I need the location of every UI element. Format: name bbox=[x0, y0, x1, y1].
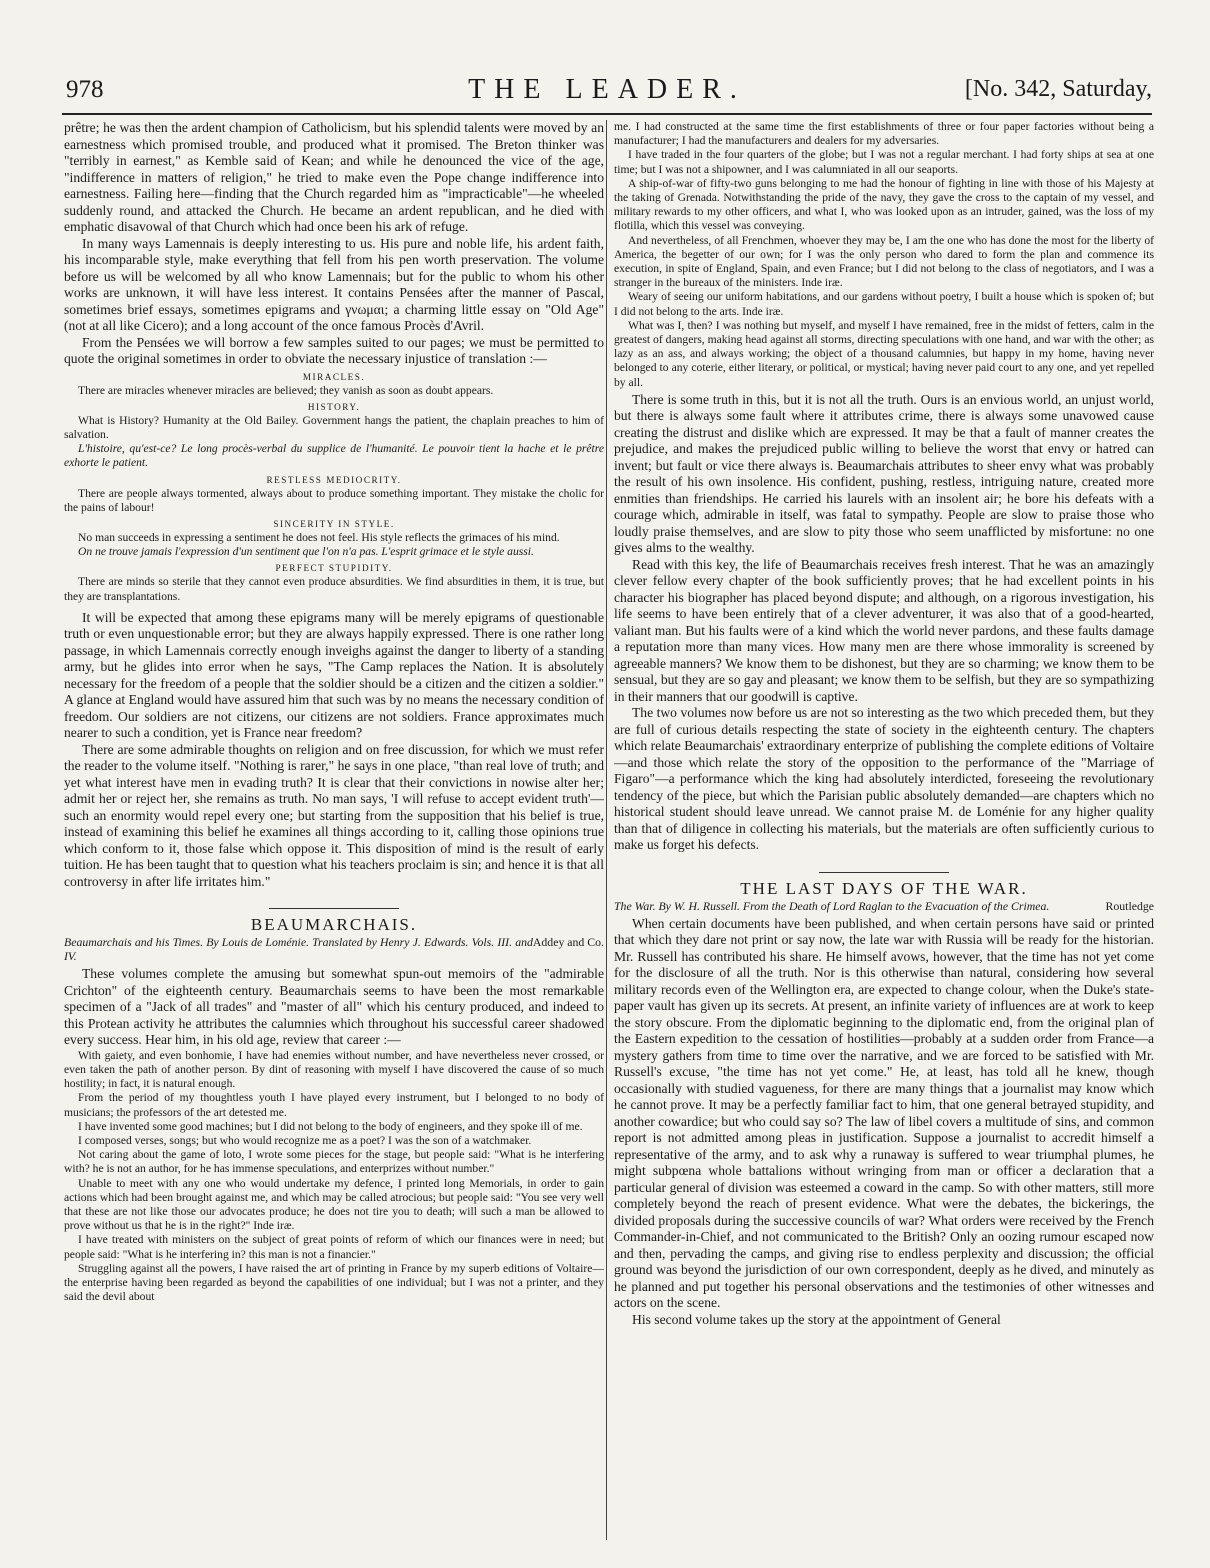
paragraph: The two volumes now before us are not so interesting as the two which preceded them, but they are full of curious details respecting the state of society in the eighteenth century. The chapters which relate Beaumarchais' extraordinary enterprize of publishing the complete editions of Voltaire—and those which relate the story of the opposition to the performance of the "Marriage of Figaro"—a performance which the king had absolutely interdicted, foreseeing the revolutionary tendency of the piece, but which the Parisian public absolutely demanded—are chapters which no historical student should leave unread. We cannot praise M. de Loménie for any higher quality than that of diligence in collecting his materials, but the materials are often sufficiently curious to make us forget his defects. bbox=[614, 705, 1154, 853]
maxim-heading: SINCERITY IN STYLE. bbox=[273, 518, 395, 529]
section-title-last-days-of-the-war: THE LAST DAYS OF THE WAR. bbox=[740, 878, 1028, 898]
left-column bbox=[64, 120, 604, 1560]
paragraph: In many ways Lamennais is deeply interesting to us. His pure and noble life, his ardent faith, his incomparable style, make everything that fell from his pen worth preservation. The volume before us will be welcomed by all who know Lamennais; but for the public to whom his other works are unknown, it will have less interest. It contains Pensées after the manner of Pascal, sometimes brief essays, sometimes epigrams and γνωμαι; a charming little essay on "Old Age" (not at all like Cicero); and a long account of the once famous Procès d'Avril. bbox=[64, 235, 604, 333]
section-title-beaumarchais: BEAUMARCHAIS. bbox=[250, 915, 418, 935]
section-divider bbox=[269, 908, 399, 909]
citation-text: Beaumarchais and his Times. By Louis de Loménie. Translated by Henry J. Edwards. Vols. III. and IV. bbox=[64, 935, 533, 964]
issue-number: [No. 342, Saturday, bbox=[964, 76, 1152, 102]
page-header bbox=[62, 74, 1152, 108]
paragraph: It will be expected that among these epigrams many will be merely epigrams of questionable truth or even unquestionable error; but they are always happily expressed. There is one rather long passage, in which Lamennais correctly enough inveighs against the danger to liberty of a standing army, but he glides into error when he says, "The Camp replaces the Nation. It is absolutely necessary for the freedom of a people that the soldier should be a citizen and the citizen a soldier." A glance at England would have assured him that such was by no means the necessary condition of freedom. Our soldiers are not citizens, our citizens are not soldiers. France approximates much nearer to such a condition, yet is France near freedom? bbox=[64, 609, 604, 741]
quoted-paragraph: Unable to meet with any one who would undertake my defence, I printed long Memorials, in order to gain actions which had been brought against me, and which may be called atrocious; but people said: "You see very well that these are not like those our advocates produce; he does not tire you to death; will such a man be allowed to prove without us that he is in the right?" Inde iræ. bbox=[64, 1176, 604, 1233]
paragraph: Read with this key, the life of Beaumarchais receives fresh interest. That he was an amazingly clever fellow every chapter of the book sufficiently proves; that he had excellent points in his character his biographer has placed beyond dispute; and although, on a rigorous investigation, his life seems to have been entirely that of a clever adventurer, it was also that of a good-hearted, valiant man. But his faults were of a kind which the world never pardons, and these faults damage a reputation more than many vices. How many men are there whose immorality is screened by agreeable manners? We know them to be dishonest, but they are so charming; we know them to be sensual, but they are so gay and pleasant; we know them to be selfish, but they are so sympathizing in their manners that our goodwill is captive. bbox=[614, 556, 1154, 704]
quoted-paragraph: I composed verses, songs; but who would recognize me as a poet? I was the son of a watchmaker. bbox=[78, 1133, 532, 1147]
quoted-paragraph: A ship-of-war of fifty-two guns belonging to me had the honour of fighting in line with those of his Majesty at the taking of Grenada. Notwithstanding the pride of the navy, they gave the cross to the captain of my vessel, and military rewards to my other officers, and what I, who was looked upon as an intruder, gained, was the loss of my flotilla, which this vessel was conveying. bbox=[614, 176, 1154, 233]
quoted-paragraph: I have traded in the four quarters of the globe; but I was not a regular merchant. I had forty ships at sea at one time; but I was not a shipowner, and I was calumniated in all our seaports. bbox=[614, 148, 1154, 176]
maxim-text: There are miracles whenever miracles are believed; they vanish as soon as doubt appears. bbox=[78, 383, 494, 397]
quoted-paragraph: With gaiety, and even bonhomie, I have had enemies without number, and have nevertheless never crossed, or even taken the path of another person. By dint of reasoning with myself I have discovered the cause of so much hostility; in fact, it is natural enough. bbox=[64, 1048, 604, 1091]
paragraph: These volumes complete the amusing but somewhat spun-out memoirs of the "admirable Crichton" of the eighteenth century. Beaumarchais seems to have been the most remarkable specimen of a "Jack of all trades" and "master of all" which his century produced, and indeed to this Protean activity he attributes the calumnies which throughout his successful career shadowed every success. Hear him, in his old age, review that career :— bbox=[64, 966, 604, 1048]
quoted-paragraph: Weary of seeing our uniform habitations, and our gardens without poetry, I built a house which is spoken of; but I did not belong to the arts. Inde iræ. bbox=[614, 290, 1154, 318]
paragraph: When certain documents have been published, and when certain persons have said or printed that which they dare not print or say now, the late war with Russia will be ready for the historian. Mr. Russell has contributed his share. He himself avows, however, that the time has not yet come for the disclosure of all the truth. Nor is this otherwise than natural, considering how several military records even of the Wellington era, are expected to change colour, when the Duke's state-paper vault has given up its secrets. At present, an infinite variety of influences are at work to keep the story obscure. From the diplomatic beginning to the diplomatic end, from the original plan of the Eastern expedition to the cessation of hostilities—probably at a sudden order from France—a mystery gathers from time to time over the narrative, and we are forced to be satisfied with Mr. Russell's excuse, "the time has not yet come." He, at least, has told all he knew, though occasionally with studied vagueness, for there are many things that a journalist may know which he cannot prove. It may be a perfectly familiar fact to him, that one general betrayed stupidity, and another cowardice; but who could say so? The law of libel covers a multitude of sins, and common report is not admitted among pleas in justification. Suppose a journalist to accredit himself a representative of the army, and to ask why a runaway is suffered to wear triumphal plumes, he might subpœna whole battalions without wringing from man or officer a declaration that a particular general of division was esteemed a coward in the camp. So with other matters, still more completely beyond the reach of present evidence. What were the debates, the bickerings, the divided proposals during the successive councils of war? What orders were received by the French Commander-in-Chief, and not communicated to the British? Only an oozing rumour escaped now and then, pervading the camps, and giving rise to endless perplexity and discussion; the official ground was beyond the jurisdiction of our own correspondent, deeply as he dived, and minutely as he planned and put together his personal observations and the testimonies of other witnesses and actors on the scene. bbox=[614, 915, 1154, 1311]
maxim-heading: MIRACLES. bbox=[302, 371, 366, 382]
maxim-heading: PERFECT STUPIDITY. bbox=[275, 563, 393, 574]
citation-text: The War. By W. H. Russell. From the Death of Lord Raglan to the Evacuation of the Crimea. bbox=[614, 898, 1050, 913]
maxim-heading: HISTORY. bbox=[307, 401, 361, 412]
quoted-paragraph: me. I had constructed at the same time the first establishments of three or four paper factories without being a manufacturer; I had the manufacturers and dealers for my adversaries. bbox=[614, 120, 1154, 148]
book-citation bbox=[614, 899, 1154, 913]
column-divider bbox=[606, 120, 607, 1540]
newspaper-title: THE LEADER. bbox=[468, 74, 746, 105]
book-citation bbox=[64, 935, 604, 963]
quoted-paragraph: Struggling against all the powers, I have raised the art of printing in France by my superb editions of Voltaire—the enterprise having been regarded as beyond the capabilities of one individual; but I was not a printer, and they said the devil about bbox=[64, 1261, 604, 1304]
quoted-paragraph: And nevertheless, of all Frenchmen, whoever they may be, I am the one who has done the most for the liberty of America, the begetter of our own; for I was the only person who dared to form the plan and commence its execution, in spite of England, Spain, and even France; but I did not belong to the class of negotiators, and I was a stranger in the bureaux of the ministers. Inde iræ. bbox=[614, 233, 1154, 290]
publisher: Addey and Co. bbox=[532, 935, 604, 950]
publisher: Routledge bbox=[1105, 898, 1154, 913]
paragraph: From the Pensées we will borrow a few samples suited to our pages; we must be permitted to quote the original sometimes in order to obviate the necessary injustice of translation :— bbox=[64, 334, 604, 366]
maxim-text-french: L'histoire, qu'est-ce? Le long procès-verbal du supplice de l'humanité. Le pouvoir tient la hache et le prêtre exhorte le patient. bbox=[64, 442, 604, 470]
quoted-paragraph: What was I, then? I was nothing but myself, and myself I have remained, free in the midst of fetters, calm in the greatest of dangers, making head against all storms, directing speculations with one hand, and war with the other; as lazy as an ass, and always working; the object of a thousand calumnies, but happy in my home, having never belonged to any coterie, either literary, or political, or mystical; having never paid court to any one, and yet repelled by all. bbox=[614, 318, 1154, 389]
quoted-paragraph: Not caring about the game of loto, I wrote some pieces for the stage, but people said: "What is he interfering with? he is not an author, for he has immense speculations, and enterprizes without number." bbox=[64, 1148, 604, 1176]
maxim-text-french: On ne trouve jamais l'expression d'un sentiment que l'on n'a pas. L'esprit grimace et le style aussi. bbox=[78, 545, 534, 559]
right-column bbox=[614, 120, 1154, 1560]
paragraph: prêtre; he was then the ardent champion of Catholicism, but his splendid talents were moved by an earnestness which promised trouble, and produced what it promised. The Breton thinker was "terribly in earnest," as Kemble said of Kean; and while he denounced the vice of the age, "indifference in matters of religion," he tried to make even the Pope change indifference into earnestness. Failing here—finding that the Church regarded him as "impracticable"—he wheeled suddenly round, and attacked the Church. He became an ardent republican, and he died with emphatic disavowal of that Church which had once been his ark of refuge. bbox=[64, 120, 604, 234]
paragraph: There are some admirable thoughts on religion and on free discussion, for which we must refer the reader to the volume itself. "Nothing is rarer," he says in one place, "than real love of truth; and yet what interest have men in evading truth? It is clear that their convictions in nowise alter her; admit her or reject her, she remains as truth. No man says, 'I will refuse to accept evident truth'—such an enormity would repel every one; but starting from the supposition that his belief is true, instead of examining this belief he examines all things according to it, calling those opinions true which conform to it, those false which oppose it. This disposition of mind is the result of early tuition. He has been taught that to question what his teachers proclaim is sin; and hence it is that all controversy in after life irritates him." bbox=[64, 741, 604, 889]
maxim-text: There are minds so sterile that they cannot even produce absurdities. We find absurdities in them, it is true, but they are transplantations. bbox=[64, 575, 604, 603]
maxim-text: No man succeeds in expressing a sentiment he does not feel. His style reflects the grimaces of his mind. bbox=[78, 530, 560, 544]
maxim-text: There are people always tormented, always about to produce something important. They mistake the cholic for the pains of labour! bbox=[64, 486, 604, 514]
maxim-text: What is History? Humanity at the Old Bailey. Government hangs the patient, the chaplain preaches to him of salvation. bbox=[64, 413, 604, 441]
header-rule bbox=[62, 113, 1152, 115]
quoted-paragraph: From the period of my thoughtless youth I have played every instrument, but I belonged to no body of musicians; the professors of the art detested me. bbox=[64, 1091, 604, 1119]
page-number: 978 bbox=[66, 76, 104, 103]
paragraph: His second volume takes up the story at the appointment of General bbox=[632, 1311, 1001, 1327]
quoted-paragraph: I have treated with ministers on the subject of great points of reform of which our finances were in need; but people said: "What is he interfering in? this man is not a financier." bbox=[64, 1233, 604, 1261]
section-divider bbox=[819, 872, 949, 873]
paragraph: There is some truth in this, but it is not all the truth. Ours is an envious world, an unjust world, but there is always some fault where it attributes crime, there is always some unavowed cause creating the distrust and dislike which are expressed. It may be that a fault of manner creates the prejudice, and makes the prejudiced public willing to believe the worst that envy or hatred can invent; but fault or vice there always is. Beaumarchais attributes to sheer envy what was probably the result of his own insolence. His confident, pushing, restless, intriguing nature, created more enmities than friendships. He carried his laurels with an insolent air; he bore his defeats with a courage which, admirable in itself, was fatal to sympathy. People are slow to praise those who loudly praise themselves, and are slow to pity those who seem unafflicted by misfortune: no one gives alms to the wealthy. bbox=[614, 391, 1154, 556]
maxim-heading: RESTLESS MEDIOCRITY. bbox=[266, 474, 402, 485]
quoted-paragraph: I have invented some good machines; but I did not belong to the body of engineers, and they spoke ill of me. bbox=[78, 1119, 583, 1133]
